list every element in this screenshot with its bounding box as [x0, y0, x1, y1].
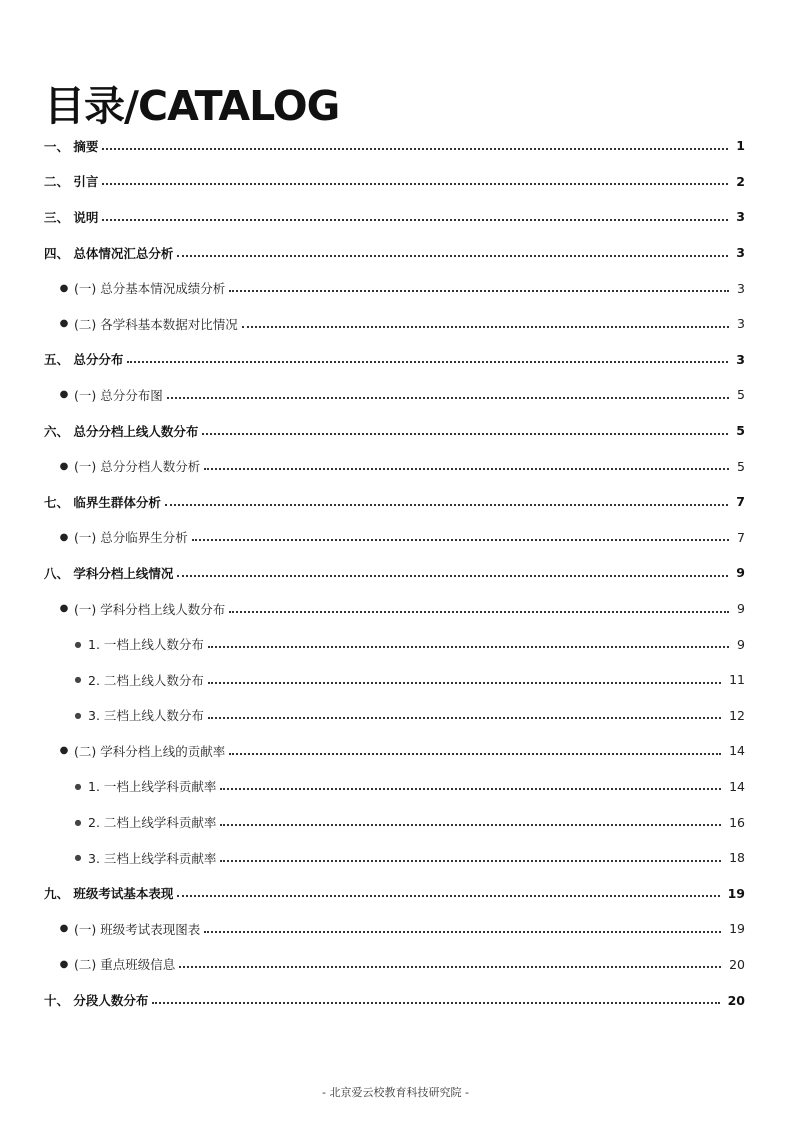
bullet-dot-icon: ● [74, 781, 82, 791]
toc-entry-label: (二) 重点班级信息 [74, 957, 176, 973]
toc-subentry[interactable] [0, 911, 791, 947]
dot-leader [102, 148, 728, 150]
toc-entry-label: (一) 总分分档人数分析 [74, 459, 201, 475]
dot-leader [102, 183, 728, 185]
toc-page-number: 5 [736, 423, 745, 439]
bullet-dot-icon: ● [74, 675, 82, 685]
dot-leader [208, 717, 721, 719]
table-of-contents [0, 128, 791, 1018]
toc-page-number: 9 [737, 601, 745, 617]
toc-subentry[interactable] [0, 947, 791, 983]
bullet-dot-icon: ● [74, 853, 82, 863]
dot-leader [102, 219, 728, 221]
toc-page-number: 12 [729, 707, 745, 723]
toc-entry-label: (一) 班级考试表现图表 [74, 921, 201, 937]
toc-page-number: 18 [729, 850, 745, 866]
bullet-dot-icon: ● [59, 531, 69, 543]
dot-leader [220, 824, 721, 826]
toc-subentry[interactable] [0, 448, 791, 484]
toc-entry-label: (一) 总分临界生分析 [74, 530, 188, 546]
toc-entry-label: 七、 临界生群体分析 [44, 494, 161, 510]
toc-page-number: 14 [729, 778, 745, 794]
bullet-dot-icon: ● [59, 282, 69, 294]
toc-page-number: 7 [737, 529, 745, 545]
toc-entry-label: 1. 一档上线学科贡献率 [88, 779, 217, 795]
dot-leader [152, 1002, 719, 1004]
toc-subentry[interactable] [0, 520, 791, 556]
toc-entry-class-performance[interactable] [0, 875, 791, 911]
dot-leader [127, 361, 728, 363]
toc-subsubentry[interactable] [0, 804, 791, 840]
toc-subentry[interactable] [0, 591, 791, 627]
bullet-dot-icon: ● [74, 710, 82, 720]
bullet-dot-icon: ● [59, 389, 69, 401]
toc-subsubentry[interactable] [0, 626, 791, 662]
toc-page-number: 20 [729, 956, 745, 972]
dot-leader [229, 753, 721, 755]
toc-page-number: 5 [737, 458, 745, 474]
dot-leader [208, 646, 729, 648]
toc-entry-label: 3. 三档上线学科贡献率 [88, 850, 217, 866]
toc-entry-label: 2. 二档上线学科贡献率 [88, 815, 217, 831]
toc-subentry[interactable] [0, 733, 791, 769]
dot-leader [229, 611, 729, 613]
toc-subentry[interactable] [0, 377, 791, 413]
dot-leader [202, 433, 728, 435]
bullet-dot-icon: ● [74, 817, 82, 827]
toc-entry-label: (一) 学科分档上线人数分布 [74, 601, 226, 617]
toc-entry-label: 2. 二档上线人数分布 [88, 672, 204, 688]
toc-page-number: 3 [736, 245, 745, 261]
toc-subsubentry[interactable] [0, 769, 791, 805]
toc-page-number: 16 [729, 814, 745, 830]
toc-entry-label: 3. 三档上线人数分布 [88, 708, 204, 724]
toc-entry-segment-distribution[interactable] [0, 982, 791, 1018]
toc-entry-tier-counts[interactable] [0, 413, 791, 449]
toc-page-number: 3 [736, 209, 745, 225]
toc-entry-overall-analysis[interactable] [0, 235, 791, 271]
toc-entry-label: 九、 班级考试基本表现 [44, 886, 174, 902]
toc-page-number: 9 [736, 565, 745, 581]
page-footer: - 北京爱云校教育科技研究院 - [322, 1086, 469, 1099]
toc-entry-label: 三、 说明 [44, 209, 99, 225]
toc-subsubentry[interactable] [0, 698, 791, 734]
toc-entry-introduction[interactable] [0, 164, 791, 200]
toc-entry-label: (二) 各学科基本数据对比情况 [74, 316, 238, 332]
toc-entry-borderline-students[interactable] [0, 484, 791, 520]
bullet-dot-icon: ● [59, 745, 69, 757]
toc-subentry[interactable] [0, 306, 791, 342]
toc-page-number: 11 [729, 672, 745, 688]
toc-entry-subject-tiers[interactable] [0, 555, 791, 591]
toc-entry-label: 四、 总体情况汇总分析 [44, 245, 174, 261]
dot-leader [177, 575, 728, 577]
bullet-dot-icon: ● [59, 923, 69, 935]
toc-page-number: 19 [729, 921, 745, 937]
bullet-dot-icon: ● [59, 460, 69, 472]
dot-leader [165, 504, 728, 506]
toc-entry-label: (一) 总分基本情况成绩分析 [74, 281, 226, 297]
dot-leader [229, 290, 729, 292]
dot-leader [220, 788, 721, 790]
dot-leader [177, 255, 728, 257]
toc-page-number: 20 [727, 992, 745, 1008]
dot-leader [167, 397, 729, 399]
toc-entry-label: 五、 总分分布 [44, 352, 124, 368]
toc-entry-label: (一) 总分分布图 [74, 387, 163, 403]
bullet-dot-icon: ● [59, 958, 69, 970]
toc-entry-label: 八、 学科分档上线情况 [44, 565, 174, 581]
toc-page-number: 1 [736, 138, 745, 154]
toc-page-number: 14 [729, 743, 745, 759]
toc-entry-label: 十、 分段人数分布 [44, 993, 149, 1009]
toc-page-number: 2 [736, 173, 745, 189]
toc-entry-label: 二、 引言 [44, 174, 99, 190]
bullet-dot-icon: ● [59, 318, 69, 330]
toc-page-number: 3 [736, 351, 745, 367]
dot-leader [179, 966, 721, 968]
toc-entry-label: 一、 摘要 [44, 138, 99, 154]
bullet-dot-icon: ● [74, 639, 82, 649]
toc-entry-abstract[interactable] [0, 128, 791, 164]
toc-entry-score-distribution[interactable] [0, 342, 791, 378]
toc-subsubentry[interactable] [0, 840, 791, 876]
toc-entry-notes[interactable] [0, 199, 791, 235]
toc-page-number: 7 [736, 494, 745, 510]
dot-leader [204, 468, 729, 470]
dot-leader [208, 682, 721, 684]
toc-subsubentry[interactable] [0, 662, 791, 698]
toc-subentry[interactable] [0, 270, 791, 306]
toc-page-number: 3 [737, 280, 745, 296]
dot-leader [220, 860, 721, 862]
toc-page-number: 9 [737, 636, 745, 652]
dot-leader [242, 326, 729, 328]
page-title: 目录/CATALOG [44, 82, 340, 130]
toc-page-number: 3 [737, 316, 745, 332]
bullet-dot-icon: ● [59, 603, 69, 615]
toc-page-number: 5 [737, 387, 745, 403]
toc-entry-label: (二) 学科分档上线的贡献率 [74, 743, 226, 759]
toc-entry-label: 1. 一档上线人数分布 [88, 637, 204, 653]
dot-leader [204, 931, 721, 933]
dot-leader [177, 895, 719, 897]
dot-leader [192, 539, 729, 541]
toc-entry-label: 六、 总分分档上线人数分布 [44, 423, 199, 439]
toc-page-number: 19 [727, 885, 745, 901]
